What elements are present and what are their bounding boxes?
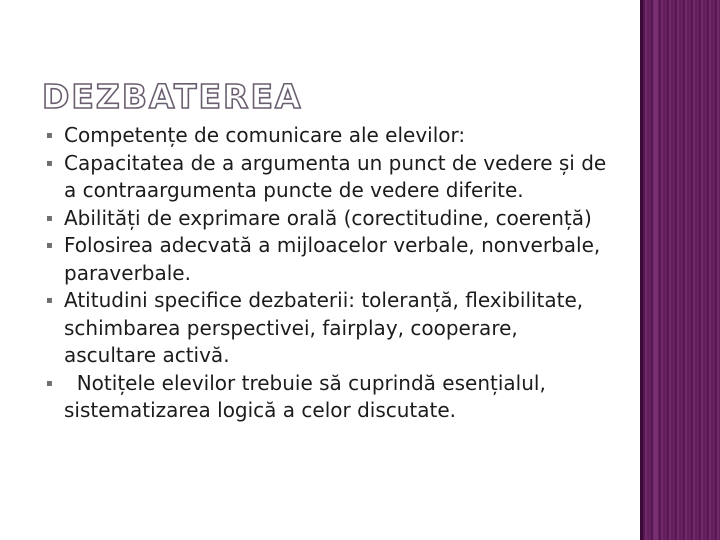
list-item-text: Abilități de exprimare orală (corectitudine, coerență) <box>64 205 592 230</box>
bullet-icon: ▪ <box>46 377 53 389</box>
bullet-icon: ▪ <box>46 240 53 251</box>
list-item <box>46 370 616 425</box>
decorative-side-band <box>640 0 720 540</box>
list-item <box>46 232 616 287</box>
bullet-icon: ▪ <box>46 130 53 141</box>
bullet-icon: ▪ <box>46 157 53 169</box>
bullet-icon: ▪ <box>46 212 53 224</box>
list-item-text: Capacitatea de a argumenta un punct de vedere și de a contraargumenta puncte de vedere diferite. <box>64 150 607 202</box>
list-item <box>46 205 616 233</box>
slide-title: DEZBATEREA <box>42 77 303 116</box>
list-item-text: Atitudini specifice dezbaterii: toleranță, flexibilitate, schimbarea perspectivei, fairplay, cooperare, ascultare activă. <box>64 288 584 367</box>
list-item <box>46 150 616 205</box>
list-item <box>46 122 616 150</box>
bullet-icon: ▪ <box>46 295 53 306</box>
list-item-text: Competențe de comunicare ale elevilor: <box>64 123 466 147</box>
list-item-text: Notițele elevilor trebuie să cuprindă esențialul, sistematizarea logică a celor discutate. <box>64 370 553 422</box>
bullet-list <box>46 122 616 425</box>
list-item-text: Folosirea adecvată a mijloacelor verbale, nonverbale, paraverbale. <box>64 233 601 285</box>
list-item <box>46 287 616 370</box>
